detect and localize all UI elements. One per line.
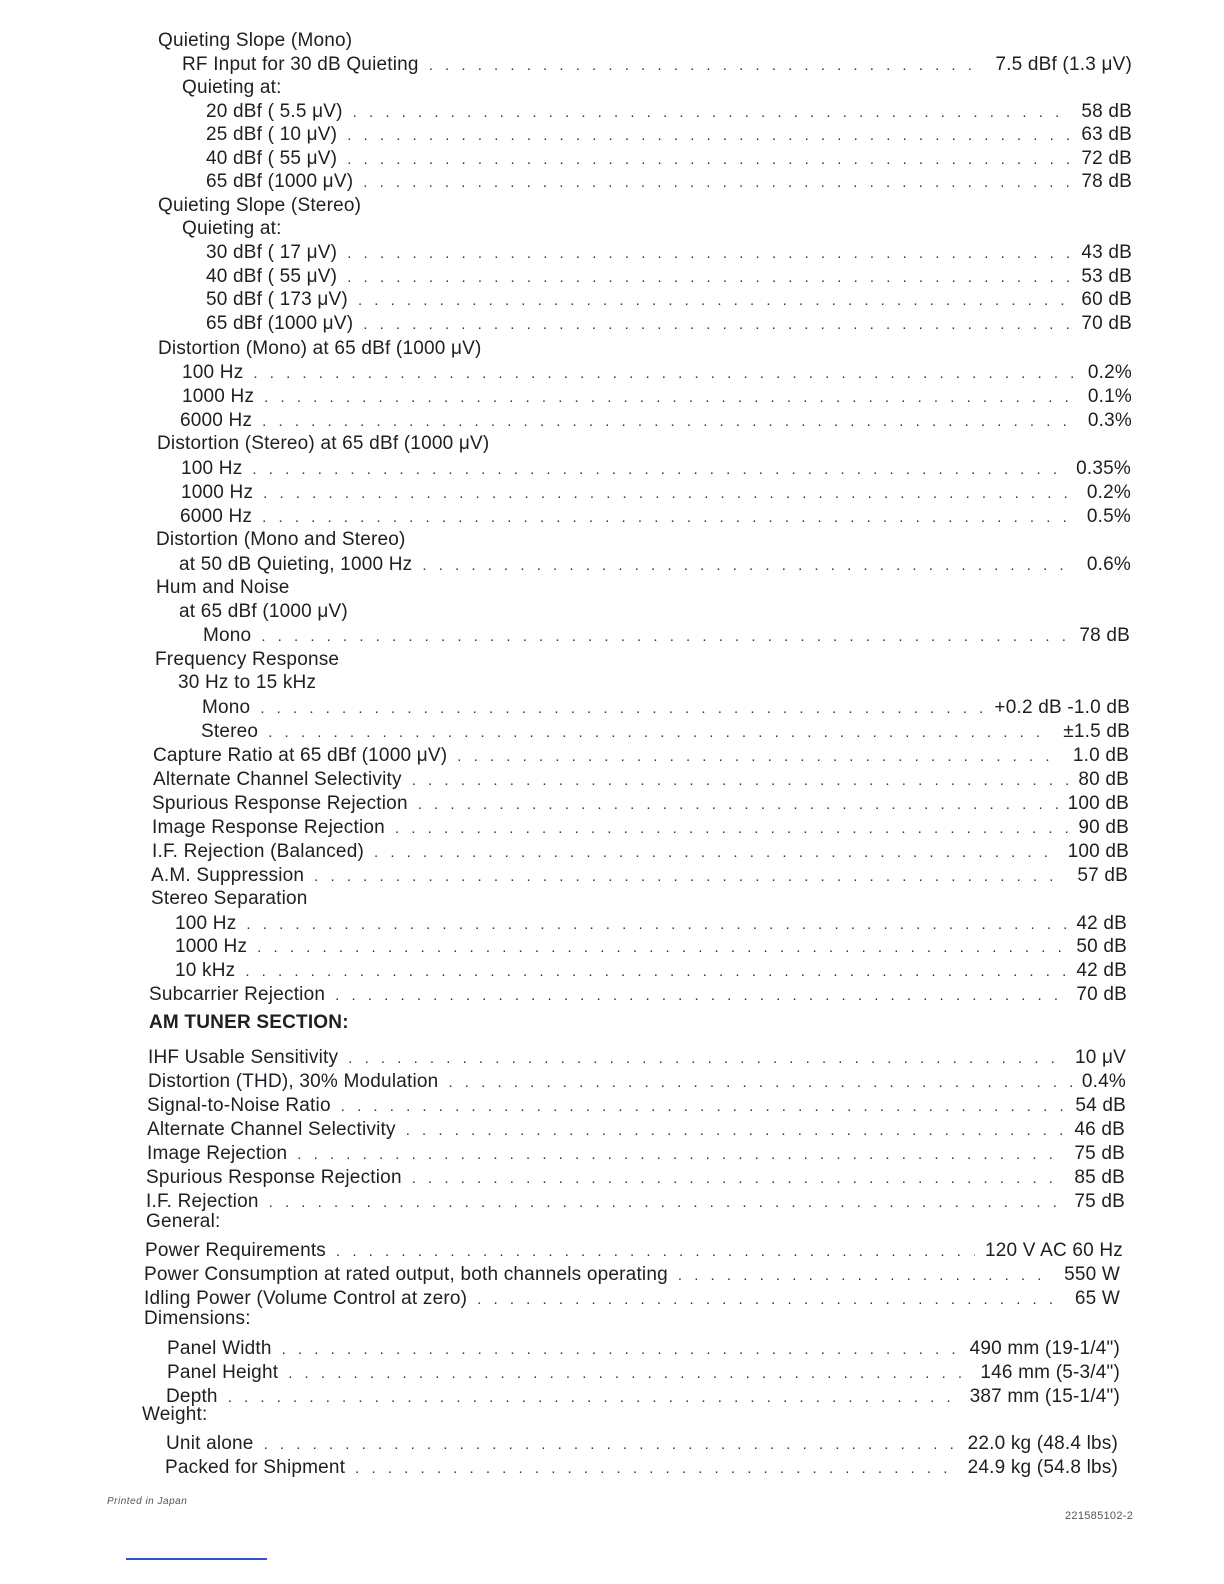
dot-leader bbox=[314, 865, 1067, 889]
spec-label: IHF Usable Sensitivity bbox=[148, 1047, 339, 1068]
spec-value: 42 dB bbox=[1076, 913, 1127, 934]
spec-value: 75 dB bbox=[1074, 1191, 1125, 1212]
spec-row bbox=[152, 792, 1129, 817]
spec-label: Hum and Noise bbox=[156, 577, 290, 598]
dot-leader bbox=[264, 386, 1078, 410]
spec-value: 42 dB bbox=[1076, 960, 1127, 981]
spec-label: Distortion (Mono) at 65 dBf (1000 μV) bbox=[158, 338, 482, 359]
dot-leader bbox=[412, 1167, 1065, 1191]
spec-row bbox=[203, 624, 1130, 649]
spec-label: 10 kHz bbox=[175, 960, 236, 981]
dot-leader bbox=[448, 1071, 1071, 1095]
spec-row bbox=[149, 983, 1127, 1008]
dot-leader bbox=[335, 984, 1066, 1008]
spec-label: at 65 dBf (1000 μV) bbox=[179, 601, 348, 622]
spec-value: 54 dB bbox=[1075, 1095, 1126, 1116]
spec-row bbox=[165, 1456, 1118, 1481]
spec-value: 146 mm (5-3/4") bbox=[980, 1362, 1120, 1383]
spec-label: 100 Hz bbox=[181, 458, 243, 479]
spec-value: 50 dB bbox=[1076, 936, 1127, 957]
spec-value: 387 mm (15-1/4") bbox=[969, 1386, 1120, 1407]
spec-value: 43 dB bbox=[1081, 242, 1132, 263]
spec-row bbox=[206, 241, 1132, 266]
dot-leader bbox=[412, 769, 1069, 793]
dot-leader bbox=[347, 266, 1071, 290]
spec-row bbox=[167, 1337, 1120, 1362]
spec-label: Depth bbox=[166, 1386, 218, 1407]
spec-label: 6000 Hz bbox=[180, 506, 253, 527]
spec-label: Quieting at: bbox=[182, 218, 282, 239]
spec-value: 85 dB bbox=[1074, 1167, 1125, 1188]
section-label bbox=[156, 528, 406, 552]
spec-label: Spurious Response Rejection bbox=[152, 793, 408, 814]
spec-row bbox=[180, 505, 1131, 530]
dot-leader bbox=[336, 1240, 975, 1264]
spec-label: 20 dBf ( 5.5 μV) bbox=[206, 101, 343, 122]
spec-label: 25 dBf ( 10 μV) bbox=[206, 124, 338, 145]
divider-line bbox=[126, 1558, 267, 1560]
spec-row bbox=[144, 1263, 1120, 1288]
spec-label: 1000 Hz bbox=[182, 386, 255, 407]
spec-row bbox=[182, 385, 1132, 410]
spec-row bbox=[151, 864, 1128, 889]
spec-value: 80 dB bbox=[1078, 769, 1129, 790]
dot-leader bbox=[395, 817, 1068, 841]
dot-leader bbox=[363, 313, 1071, 337]
spec-label: RF Input for 30 dB Quieting bbox=[182, 54, 419, 75]
dot-leader bbox=[678, 1264, 1054, 1288]
spec-row bbox=[147, 1094, 1126, 1119]
spec-label: at 50 dB Quieting, 1000 Hz bbox=[179, 554, 413, 575]
spec-label: 100 Hz bbox=[175, 913, 237, 934]
spec-label: 100 Hz bbox=[182, 362, 244, 383]
section-label bbox=[158, 29, 352, 53]
dot-leader bbox=[246, 913, 1066, 937]
spec-row bbox=[147, 1118, 1125, 1143]
spec-value: 78 dB bbox=[1081, 171, 1132, 192]
spec-row bbox=[144, 1287, 1120, 1312]
dot-leader bbox=[358, 289, 1071, 313]
dot-leader bbox=[253, 362, 1077, 386]
spec-row bbox=[146, 1166, 1125, 1191]
spec-label: 50 dBf ( 173 μV) bbox=[206, 289, 348, 310]
spec-row bbox=[175, 935, 1127, 960]
spec-label: Distortion (THD), 30% Modulation bbox=[148, 1071, 439, 1092]
spec-label: 1000 Hz bbox=[181, 482, 254, 503]
dot-leader bbox=[263, 482, 1077, 506]
spec-row bbox=[145, 1239, 1123, 1264]
spec-label: Idling Power (Volume Control at zero) bbox=[144, 1288, 468, 1309]
spec-label: Quieting Slope (Stereo) bbox=[158, 195, 362, 216]
dot-leader bbox=[355, 1457, 957, 1481]
spec-value: 57 dB bbox=[1077, 865, 1128, 886]
spec-row bbox=[166, 1385, 1120, 1410]
section-label bbox=[157, 432, 489, 456]
spec-row bbox=[206, 100, 1132, 125]
spec-label: Quieting Slope (Mono) bbox=[158, 30, 353, 51]
spec-row bbox=[206, 288, 1132, 313]
spec-label: Signal-to-Noise Ratio bbox=[147, 1095, 331, 1116]
dot-leader bbox=[348, 1047, 1065, 1071]
spec-value: 0.2% bbox=[1086, 482, 1131, 503]
spec-label: I.F. Rejection (Balanced) bbox=[152, 841, 364, 862]
spec-row bbox=[147, 1142, 1125, 1167]
spec-value: 7.5 dBf (1.3 μV) bbox=[995, 54, 1132, 75]
spec-label: Spurious Response Rejection bbox=[146, 1167, 402, 1188]
spec-label: 40 dBf ( 55 μV) bbox=[206, 266, 338, 287]
spec-value: 100 dB bbox=[1067, 793, 1129, 814]
spec-row bbox=[206, 312, 1132, 337]
spec-label: Subcarrier Rejection bbox=[149, 984, 326, 1005]
spec-value: 10 μV bbox=[1074, 1047, 1126, 1068]
spec-row bbox=[152, 816, 1129, 841]
spec-row bbox=[153, 744, 1129, 769]
section-label bbox=[158, 337, 482, 361]
spec-value: 72 dB bbox=[1081, 148, 1132, 169]
spec-label: Power Consumption at rated output, both channels operating bbox=[144, 1264, 668, 1285]
spec-row bbox=[206, 147, 1132, 172]
spec-label: Capture Ratio at 65 dBf (1000 μV) bbox=[153, 745, 448, 766]
dot-leader bbox=[262, 506, 1077, 530]
dot-leader bbox=[262, 410, 1078, 434]
spec-row bbox=[182, 53, 1132, 78]
spec-label: Packed for Shipment bbox=[165, 1457, 346, 1478]
dot-leader bbox=[252, 458, 1066, 482]
dot-leader bbox=[429, 54, 986, 78]
dot-leader bbox=[347, 148, 1071, 172]
spec-label: 65 dBf (1000 μV) bbox=[206, 313, 354, 334]
spec-row bbox=[153, 768, 1129, 793]
spec-label: AM TUNER SECTION: bbox=[149, 1012, 349, 1033]
dot-leader bbox=[268, 721, 1053, 745]
spec-label: Weight: bbox=[142, 1404, 208, 1425]
spec-row bbox=[206, 123, 1132, 148]
spec-label: 65 dBf (1000 μV) bbox=[206, 171, 354, 192]
spec-value: 120 V AC 60 Hz bbox=[985, 1240, 1123, 1261]
spec-value: 58 dB bbox=[1081, 101, 1132, 122]
spec-label: Mono bbox=[203, 625, 252, 646]
dot-leader bbox=[363, 171, 1071, 195]
dot-leader bbox=[228, 1386, 960, 1410]
spec-label: Alternate Channel Selectivity bbox=[153, 769, 402, 790]
spec-row bbox=[180, 409, 1132, 434]
spec-value: 24.9 kg (54.8 lbs) bbox=[967, 1457, 1118, 1478]
spec-label: I.F. Rejection bbox=[146, 1191, 259, 1212]
spec-row bbox=[148, 1070, 1126, 1095]
section-label bbox=[151, 887, 308, 911]
dot-leader bbox=[457, 745, 1063, 769]
spec-value: 0.4% bbox=[1081, 1071, 1126, 1092]
spec-row bbox=[175, 912, 1127, 937]
spec-label: General: bbox=[146, 1211, 221, 1232]
spec-value: +0.2 dB -1.0 dB bbox=[994, 697, 1130, 718]
subsection-label bbox=[178, 671, 316, 695]
spec-value: 53 dB bbox=[1081, 266, 1132, 287]
spec-row bbox=[148, 1046, 1126, 1071]
spec-row bbox=[206, 265, 1132, 290]
dot-leader bbox=[264, 1433, 958, 1457]
spec-label: Unit alone bbox=[166, 1433, 254, 1454]
spec-label: Dimensions: bbox=[144, 1308, 251, 1329]
section-heading bbox=[149, 1011, 349, 1035]
section-label bbox=[156, 576, 290, 600]
spec-row bbox=[202, 696, 1130, 721]
spec-value: 0.2% bbox=[1087, 362, 1132, 383]
spec-value: 0.5% bbox=[1086, 506, 1131, 527]
dot-leader bbox=[245, 960, 1066, 984]
spec-label: Stereo bbox=[201, 721, 259, 742]
spec-row bbox=[182, 361, 1132, 386]
dot-leader bbox=[422, 554, 1077, 578]
spec-label: Quieting at: bbox=[182, 77, 282, 98]
dot-leader bbox=[406, 1119, 1065, 1143]
spec-value: 63 dB bbox=[1081, 124, 1132, 145]
section-label bbox=[142, 1403, 207, 1427]
spec-value: ±1.5 dB bbox=[1063, 721, 1130, 742]
document-number: 221585102-2 bbox=[1065, 1510, 1134, 1522]
spec-value: 60 dB bbox=[1081, 289, 1132, 310]
dot-leader bbox=[260, 697, 984, 721]
spec-label: Stereo Separation bbox=[151, 888, 308, 909]
section-label bbox=[155, 648, 339, 672]
spec-value: 1.0 dB bbox=[1072, 745, 1129, 766]
printed-in-japan-note: Printed in Japan bbox=[107, 1496, 188, 1507]
spec-value: 490 mm (19-1/4") bbox=[969, 1338, 1120, 1359]
dot-leader bbox=[288, 1362, 970, 1386]
dot-leader bbox=[374, 841, 1058, 865]
spec-label: Frequency Response bbox=[155, 649, 340, 670]
spec-row bbox=[146, 1190, 1125, 1215]
spec-label: Image Response Rejection bbox=[152, 817, 385, 838]
spec-row bbox=[181, 457, 1131, 482]
spec-row bbox=[179, 553, 1131, 578]
spec-value: 65 W bbox=[1074, 1288, 1120, 1309]
spec-value: 70 dB bbox=[1081, 313, 1132, 334]
subsection-label bbox=[182, 76, 282, 100]
spec-value: 90 dB bbox=[1078, 817, 1129, 838]
spec-value: 0.35% bbox=[1076, 458, 1131, 479]
spec-row bbox=[201, 720, 1130, 745]
spec-label: Panel Height bbox=[167, 1362, 279, 1383]
spec-label: A.M. Suppression bbox=[151, 865, 305, 886]
section-label bbox=[144, 1307, 251, 1331]
dot-leader bbox=[282, 1338, 960, 1362]
dot-leader bbox=[418, 793, 1058, 817]
dot-leader bbox=[347, 242, 1071, 266]
spec-value: 0.6% bbox=[1086, 554, 1131, 575]
dot-leader bbox=[297, 1143, 1064, 1167]
spec-row bbox=[175, 959, 1127, 984]
spec-label: 30 Hz to 15 kHz bbox=[178, 672, 317, 693]
spec-value: 100 dB bbox=[1067, 841, 1129, 862]
spec-row bbox=[166, 1432, 1118, 1457]
spec-value: 0.3% bbox=[1087, 410, 1132, 431]
spec-value: 75 dB bbox=[1074, 1143, 1125, 1164]
spec-label: 6000 Hz bbox=[180, 410, 253, 431]
section-label bbox=[146, 1210, 220, 1234]
dot-leader bbox=[269, 1191, 1065, 1215]
spec-label: 1000 Hz bbox=[175, 936, 248, 957]
spec-label: 30 dBf ( 17 μV) bbox=[206, 242, 338, 263]
spec-label: Panel Width bbox=[167, 1338, 272, 1359]
spec-row bbox=[206, 170, 1132, 195]
subsection-label bbox=[179, 600, 348, 624]
spec-row bbox=[181, 481, 1131, 506]
dot-leader bbox=[341, 1095, 1066, 1119]
dot-leader bbox=[477, 1288, 1065, 1312]
spec-value: 70 dB bbox=[1076, 984, 1127, 1005]
spec-label: Power Requirements bbox=[145, 1240, 327, 1261]
spec-label: Image Rejection bbox=[147, 1143, 288, 1164]
spec-value: 78 dB bbox=[1079, 625, 1130, 646]
spec-value: 550 W bbox=[1064, 1264, 1120, 1285]
subsection-label bbox=[182, 217, 282, 241]
dot-leader bbox=[353, 101, 1072, 125]
spec-label: Alternate Channel Selectivity bbox=[147, 1119, 396, 1140]
spec-label: Mono bbox=[202, 697, 251, 718]
spec-row bbox=[152, 840, 1129, 865]
spec-row bbox=[167, 1361, 1120, 1386]
spec-label: 40 dBf ( 55 μV) bbox=[206, 148, 338, 169]
spec-value: 0.1% bbox=[1087, 386, 1132, 407]
spec-label: Distortion (Stereo) at 65 dBf (1000 μV) bbox=[157, 433, 490, 454]
spec-value: 46 dB bbox=[1074, 1119, 1125, 1140]
dot-leader bbox=[257, 936, 1066, 960]
section-label bbox=[158, 194, 361, 218]
dot-leader bbox=[261, 625, 1069, 649]
spec-value: 22.0 kg (48.4 lbs) bbox=[967, 1433, 1118, 1454]
spec-label: Distortion (Mono and Stereo) bbox=[156, 529, 406, 550]
dot-leader bbox=[347, 124, 1071, 148]
